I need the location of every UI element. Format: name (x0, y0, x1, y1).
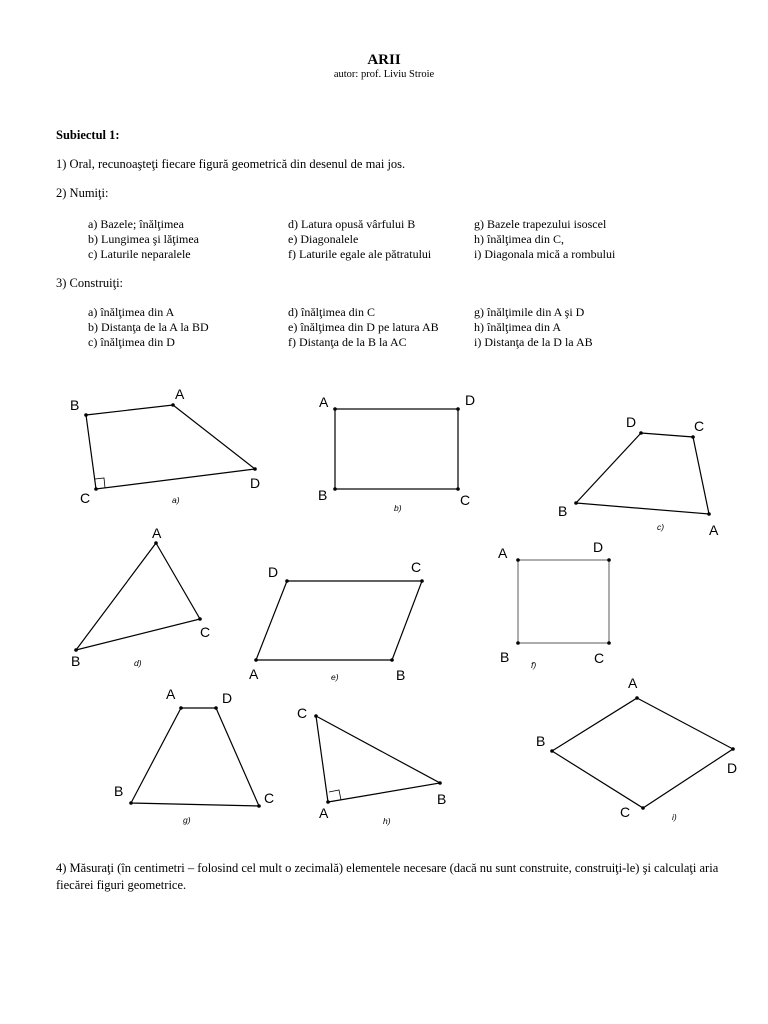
figure-f-caption: f) (531, 660, 537, 670)
q3-item-e: e) înălţimea din D pe latura AB (288, 320, 439, 334)
figure-c-shape (576, 433, 709, 514)
figure-f-label-D: D (593, 539, 604, 555)
q2-item-g: g) Bazele trapezului isoscel (474, 217, 607, 231)
figure-d-shape (76, 543, 200, 650)
figure-h-right-angle (329, 790, 341, 800)
figure-d-label-C: C (200, 624, 211, 640)
question-3-heading: 3) Construiţi: (56, 276, 124, 290)
figure-e-caption: e) (331, 672, 339, 682)
question-1: 1) Oral, recunoaşteţi fiecare figură geometrică din desenul de mai jos. (56, 157, 406, 171)
figure-g-label-D: D (222, 690, 233, 706)
figure-b-label-B: B (318, 487, 328, 503)
figure-c-label-C: C (694, 418, 705, 434)
figure-c-label-D: D (626, 414, 637, 430)
figure-h-label-A: A (319, 805, 329, 821)
q2-item-i: i) Diagonala mică a rombului (474, 247, 616, 261)
figure-g-caption: g) (183, 815, 191, 825)
figure-e-label-A: A (249, 666, 259, 682)
figure-a-caption: a) (172, 495, 180, 505)
figure-a-label-A: A (175, 386, 185, 402)
figure-i-label-D: D (727, 760, 738, 776)
q3-item-b: b) Distanţa de la A la BD (88, 320, 209, 334)
figure-i-label-A: A (628, 675, 638, 691)
figure-a-label-C: C (80, 490, 91, 506)
figure-b-label-A: A (319, 394, 329, 410)
figure-e-shape (256, 581, 422, 660)
figure-b-label-D: D (465, 392, 476, 408)
figure-i-label-C: C (620, 804, 631, 820)
figure-a-shape (86, 405, 255, 489)
vertex-dots (74, 403, 738, 810)
q2-item-c: c) Laturile neparalele (88, 247, 191, 261)
q3-item-c: c) înălţimea din D (88, 335, 175, 349)
figure-d-label-A: A (152, 525, 162, 541)
q3-item-h: h) înălţimea din A (474, 320, 561, 334)
figure-h-label-B: B (437, 791, 447, 807)
page-title: ARII (367, 52, 401, 68)
figure-a-label-B: B (70, 397, 80, 413)
figure-g-label-C: C (264, 790, 275, 806)
figure-e-label-B: B (396, 667, 406, 683)
figure-c-caption: c) (657, 522, 665, 532)
figure-h-caption: h) (383, 816, 391, 826)
q3-item-a: a) înălţimea din A (88, 305, 175, 319)
figure-c-label-A: A (709, 522, 719, 538)
figure-f-label-C: C (594, 650, 605, 666)
figure-c-label-B: B (558, 503, 568, 519)
q3-item-f: f) Distanţa de la B la AC (288, 335, 407, 349)
q2-item-e: e) Diagonalele (288, 232, 359, 246)
figure-f-shape (518, 560, 609, 643)
q2-item-f: f) Laturile egale ale pătratului (288, 247, 432, 261)
q2-item-h: h) înălţimea din C, (474, 232, 564, 246)
author-line: autor: prof. Liviu Stroie (333, 69, 435, 80)
question-4: 4) Măsuraţi (în centimetri – folosind cel mult o zecimală) elementele necesare (dacă nu sunt construite, construiţi-le) şi calculaţi aria fiecărei figuri geometrice. (56, 861, 719, 892)
q2-item-b: b) Lungimea şi lăţimea (88, 232, 199, 246)
figure-e-label-D: D (268, 564, 279, 580)
q3-item-g: g) înălţimile din A şi D (474, 305, 585, 319)
figure-f-label-B: B (500, 649, 510, 665)
q3-item-i: i) Distanţa de la D la AB (474, 335, 593, 349)
figure-b-caption: b) (394, 503, 402, 513)
figure-a-right-angle (95, 478, 105, 488)
figure-i-label-B: B (536, 733, 546, 749)
figure-e-label-C: C (411, 559, 422, 575)
figure-a-label-D: D (250, 475, 261, 491)
figure-d-caption: d) (134, 658, 142, 668)
figure-d-label-B: B (71, 653, 81, 669)
question-2-heading: 2) Numiţi: (56, 186, 109, 200)
q3-item-d: d) înălţimea din C (288, 305, 375, 319)
figure-f-label-A: A (498, 545, 508, 561)
figure-g-shape (131, 708, 259, 806)
figure-i-caption: i) (672, 812, 677, 822)
q2-item-a: a) Bazele; înălţimea (88, 217, 184, 231)
figure-g-label-A: A (166, 686, 176, 702)
figure-g-label-B: B (114, 783, 124, 799)
subject-heading: Subiectul 1: (56, 128, 120, 142)
figure-h-shape (316, 716, 440, 802)
figure-i-shape (552, 698, 733, 808)
figure-b-shape (335, 409, 458, 489)
figure-b-label-C: C (460, 492, 471, 508)
q2-item-d: d) Latura opusă vârfului B (288, 217, 416, 231)
figure-h-label-C: C (297, 705, 308, 721)
